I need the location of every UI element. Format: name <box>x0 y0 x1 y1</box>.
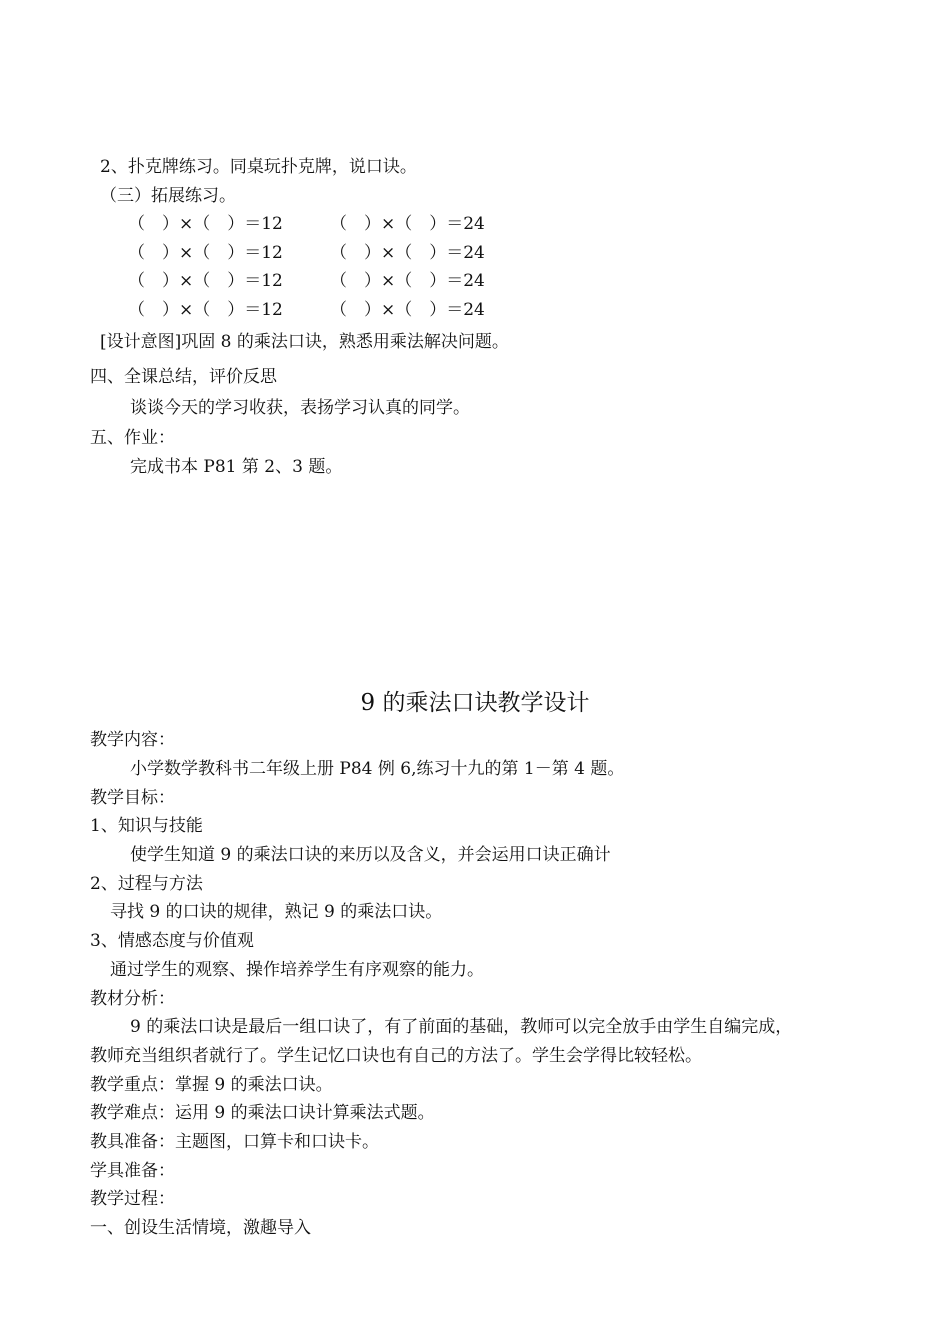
student-tools: 学具准备： <box>90 1161 175 1181</box>
summary-text: 谈谈今天的学习收获，表扬学习认真的同学。 <box>130 398 470 418</box>
goal-3-heading: 3、情感态度与价值观 <box>90 931 254 951</box>
teaching-process-label: 教学过程： <box>90 1189 175 1209</box>
teaching-content-label: 教学内容： <box>90 730 175 750</box>
goal-1-text: 使学生知道 9 的乘法口诀的来历以及含义，并会运用口诀正确计 <box>130 845 611 865</box>
goal-1-heading: 1、知识与技能 <box>90 816 203 836</box>
key-point: 教学重点：掌握 9 的乘法口诀。 <box>90 1075 333 1095</box>
equation-left-3: （ ）×（ ）＝12 <box>128 271 283 291</box>
equation-left-2: （ ）×（ ）＝12 <box>128 243 283 263</box>
practice-item-2: 2、扑克牌练习。同桌玩扑克牌，说口诀。 <box>100 157 417 177</box>
summary-heading: 四、全课总结，评价反思 <box>90 367 277 387</box>
difficulty: 教学难点：运用 9 的乘法口诀计算乘法式题。 <box>90 1103 435 1123</box>
material-analysis-line-2: 教师充当组织者就行了。学生记忆口诀也有自己的方法了。学生会学得比较轻松。 <box>90 1046 702 1066</box>
material-analysis-label: 教材分析： <box>90 989 175 1009</box>
goal-2-heading: 2、过程与方法 <box>90 874 203 894</box>
equation-left-1: （ ）×（ ）＝12 <box>128 214 283 234</box>
teacher-tools: 教具准备：主题图，口算卡和口诀卡。 <box>90 1132 379 1152</box>
equation-right-4: （ ）×（ ）＝24 <box>330 300 485 320</box>
homework-text: 完成书本 P81 第 2、3 题。 <box>130 457 343 477</box>
material-analysis-line-1: 9 的乘法口诀是最后一组口诀了，有了前面的基础，教师可以完全放手由学生自编完成， <box>130 1017 793 1037</box>
homework-heading: 五、作业： <box>90 428 175 448</box>
equation-right-3: （ ）×（ ）＝24 <box>330 271 485 291</box>
equation-left-4: （ ）×（ ）＝12 <box>128 300 283 320</box>
design-intent: [设计意图]巩固 8 的乘法口诀，熟悉用乘法解决问题。 <box>100 332 509 352</box>
teaching-content-text: 小学数学教科书二年级上册 P84 例 6,练习十九的第 1－第 4 题。 <box>130 759 625 779</box>
goal-3-text: 通过学生的观察、操作培养学生有序观察的能力。 <box>110 960 484 980</box>
process-step-1: 一、创设生活情境，激趣导入 <box>90 1218 311 1238</box>
equation-right-1: （ ）×（ ）＝24 <box>330 214 485 234</box>
teaching-goals-label: 教学目标： <box>90 788 175 808</box>
extension-practice-heading: （三）拓展练习。 <box>100 186 236 206</box>
goal-2-text: 寻找 9 的口诀的规律，熟记 9 的乘法口诀。 <box>110 902 443 922</box>
page-title: 9 的乘法口诀教学设计 <box>360 690 590 716</box>
equation-right-2: （ ）×（ ）＝24 <box>330 243 485 263</box>
